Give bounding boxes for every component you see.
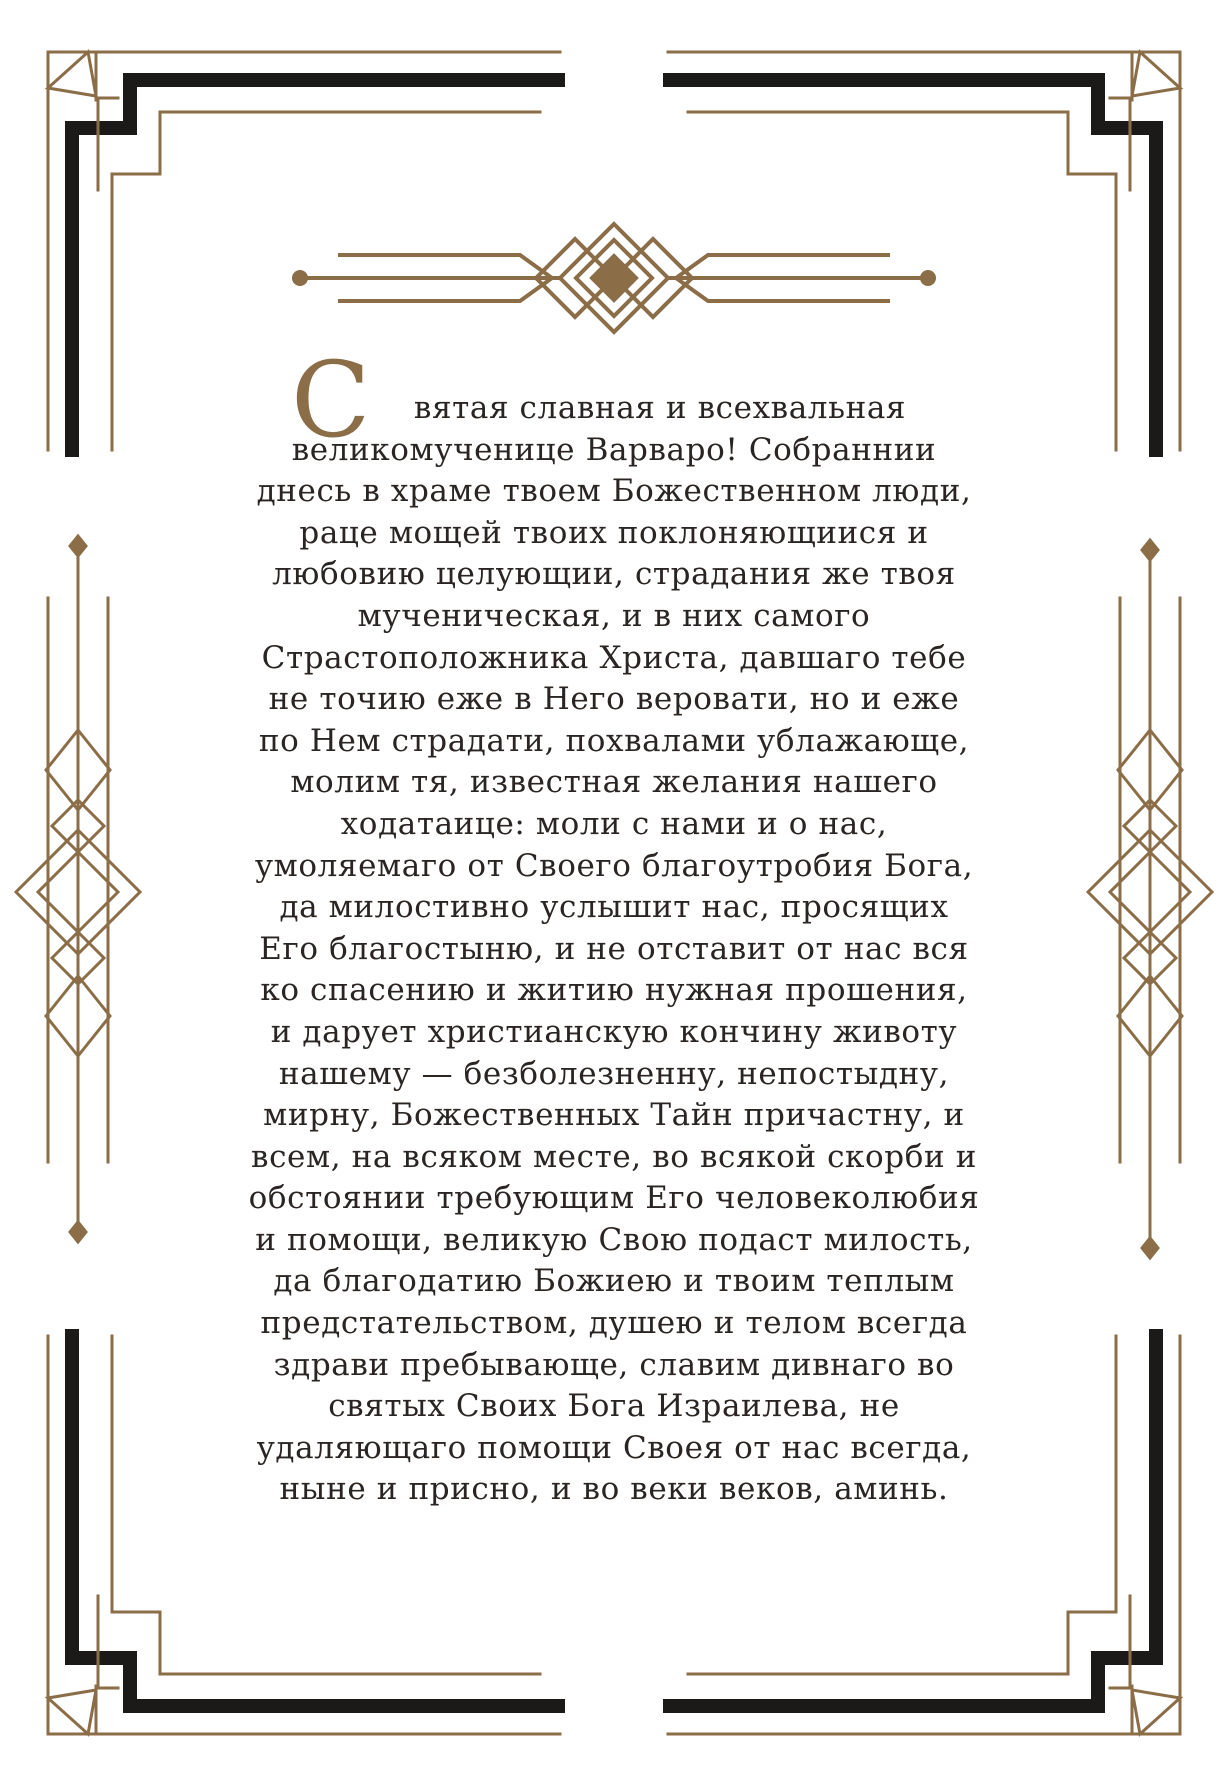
prayer-line: здрави пребывающе, славим дивнаго во: [273, 1346, 955, 1383]
prayer-line: днесь в храме твоем Божественном люди,: [256, 473, 972, 510]
prayer-text: [195, 339, 1033, 1511]
prayer-line: предстательством, душею и телом всегда: [260, 1305, 968, 1342]
prayer-line: ныне и присно, и во веки веков, аминь.: [279, 1471, 949, 1508]
prayer-line: святых Своих Бога Израилева, не: [328, 1388, 900, 1425]
prayer-line: ходатаице: моли с нами и о нас,: [340, 805, 888, 842]
right-side-ornament: [1088, 540, 1212, 1258]
prayer-line: Страстоположника Христа, давшаго тебе: [261, 639, 967, 676]
left-side-ornament: [16, 536, 140, 1242]
prayer-line: по Нем страдати, похвалами ублажающе,: [258, 722, 970, 759]
prayer-line: раце мощей твоих поклоняющиися и: [299, 514, 929, 551]
prayer-line: всем, на всяком месте, во всякой скорби и: [251, 1138, 977, 1175]
prayer-line: ко спасению и житию нужная прошения,: [260, 972, 968, 1009]
drop-cap: С: [291, 339, 372, 461]
prayer-line: и дарует христианскую кончину животу: [270, 1013, 958, 1050]
prayer-line: мученическая, и в них самого: [357, 597, 871, 634]
prayer-line: удаляющаго помощи Своея от нас всегда,: [256, 1429, 972, 1466]
prayer-line: мирну, Божественных Тайн причастну, и: [263, 1097, 965, 1134]
prayer-line: Его благостыню, и не отставит от нас вся: [259, 930, 969, 967]
prayer-line: и помощи, великую Свою подаст милость,: [255, 1221, 973, 1258]
prayer-line: любовию целующии, страдания же твоя: [272, 556, 956, 593]
prayer-line: да благодатию Божиею и твоим теплым: [273, 1263, 955, 1300]
prayer-line: молим тя, известная желания нашего: [290, 764, 938, 801]
prayer-line: нашему — безболезненну, непостыдну,: [278, 1055, 950, 1092]
prayer-line: умоляемаго от Своего благоутробия Бога,: [254, 847, 974, 884]
prayer-line: да милостивно услышит нас, просящих: [279, 889, 949, 926]
prayer-line: великомученице Варваро! Собраннии: [291, 431, 937, 468]
prayer-line: обстоянии требующим Его человеколюбия: [248, 1180, 980, 1217]
top-center-ornament: [292, 224, 936, 332]
first-line-text: вятая славная и всехвальная: [413, 390, 907, 426]
prayer-line: не точию еже в Него веровати, но и еже: [268, 681, 960, 718]
